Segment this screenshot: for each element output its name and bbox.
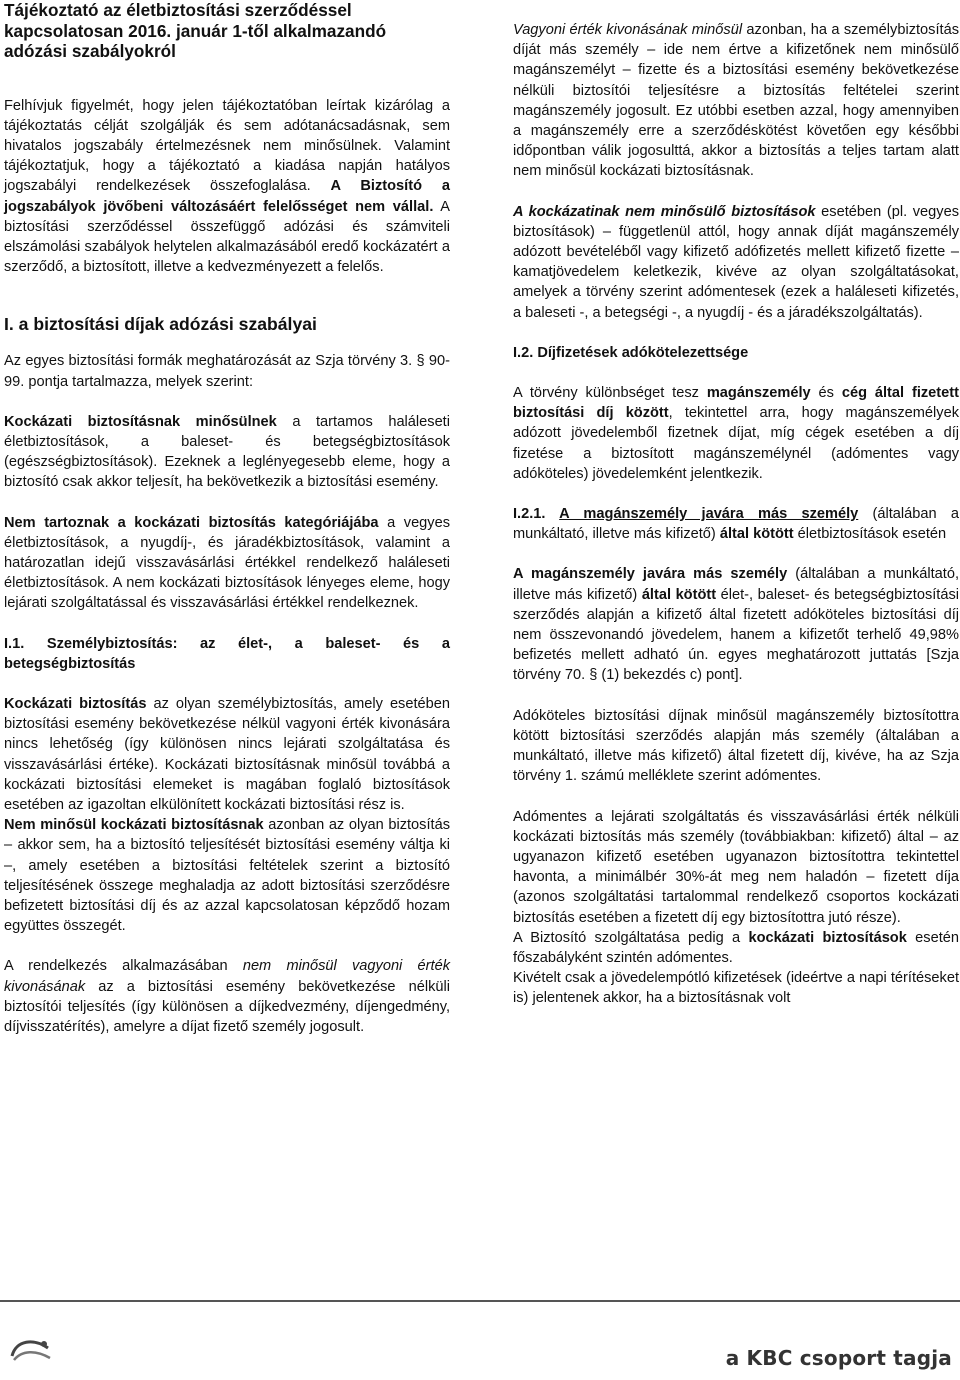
paragraph: Adómentes a lejárati szolgáltatás és visszavásárlási érték nélküli kockázati biztosítás más személy (továbbiakban: kifizető) által – az ugyanazon kifizető esetében ugyanazon biztosítottra tekintettel havonta, a minimálbér 30%-át meg nem haladón – fizetett díja (azonos szolgáltatási tartalommal rendelkező csoportos kockázati biztosítás esetében a fizetett díj egy biztosítottra jutó része).: [513, 808, 959, 926]
paragraph: Nem minősül kockázati biztosításnak azonban az olyan biztosítás – akkor sem, ha a biztosító teljesítését biztosítási esemény váltja ki –, amely esetében a biztosítási feltételek szerint a biztosító teljesítésének összege meghaladja az adott biztosítási szerződésre befizetett biztosítási díj és az azzal kapcsolatosan képződő hozam együttes összegét.: [4, 817, 450, 935]
title-line: Tájékoztató az életbiztosítási szerződéssel: [4, 0, 352, 20]
paragraph: A Biztosító szolgáltatása pedig a kockázati biztosítások esetén főszabályként szintén adómentes.: [513, 929, 959, 966]
right-column: [513, 0, 959, 1009]
section-heading-1-2-1: I.2.1. A magánszemély javára más személy (általában a munkáltató, illetve más kifizető) által kötött életbiztosítások esetén: [513, 506, 960, 543]
left-column: [4, 0, 450, 1037]
footer-brand-text: a KBC csoport tagja: [725, 1346, 952, 1370]
logo-mark: [4, 1330, 60, 1370]
paragraph: Kivételt csak a jövedelempótló kifizetések (ideértve a napi térítéseket is) jelentenek akkor, ha a biztosításnak volt: [513, 970, 959, 1007]
paragraph: A magánszemély javára más személy (általában a munkáltató, illetve más kifizető) által kötött élet-, baleset- és betegségbiztosítási szerződés alapján a kifizető által fizetett adóköteles biztosítási díj nem összevonandó jövedelem, hanem a kifizetőt terhelő 49,98% befizetés mellett adható ún. egyes meghatározott juttatás [Szja törvény 70. § (1) bekezdés c) pont].: [513, 566, 960, 684]
company-logo-icon: [4, 1330, 60, 1370]
title-line: kapcsolatosan 2016. január 1-től alkalmazandó: [4, 20, 387, 41]
paragraph: Kockázati biztosításnak minősülnek a tartamos haláleseti életbiztosítások, a baleset- és betegségbiztosítások (egészségbiztosítások). Ezeknek a leglényegesebb eleme, hogy a biztosító csak akkor teljesít, ha bekövetkezik a biztosítási esemény.: [4, 413, 450, 491]
section-heading-1-1: I.1. Személybiztosítás: az élet-, a baleset- és a betegségbiztosítás: [4, 635, 450, 672]
paragraph: Nem tartoznak a kockázati biztosítás kategóriájába a vegyes életbiztosítások, a nyugdíj-, és járadékbiztosítások, valamint a határozatlan idejű visszavásárlási értékkel rendelkező haláleseti életbiztosítások. A nem kockázati biztosítások lényeges eleme, hogy lejárati szolgáltatással és visszavásárlási értékkel rendelkeznek.: [4, 514, 451, 612]
paragraph: Kockázati biztosítás az olyan személybiztosítás, amely esetében biztosítási esemény bekövetkezése nélkül vagyoni érték kivonására nincs lehetőség (így különösen nincs lejárati szolgáltatása és visszavásárlási értéke). Kockázati biztosításnak minősül továbbá a kockázati biztosítási elemeket is magában foglaló biztosítások esetében az igazoltan elkülönített kockázati biztosítási rész is.: [4, 695, 450, 813]
title-line: adózási szabályokról: [4, 41, 176, 61]
paragraph: A törvény különbséget tesz magánszemély és cég által fizetett biztosítási díj között, tekintettel arra, hogy magánszemélyek adózott jövedelemből fizetnek díjat, míg cégek esetében a díj fizetése a biztosított magánszemélynél (adómentes vagy adóköteles) jövedelemként jelentkezik.: [513, 385, 960, 482]
disclaimer-paragraph: Felhívjuk figyelmét, hogy jelen tájékoztatóban leírtak kizárólag a tájékoztatás célját szolgálják és sem adótanácsadásnak, sem hivatalos jogszabály értelmezésnek nem minősülnek. Valamint tájékoztatjuk, hogy a tájékoztató a kiadása napján hatályos jogszabályi rendelkezések összefoglalása. A Biztosító a jogszabályok jövőbeni változásáért felelősséget nem vállal. A biztosítási szerződéssel összefüggő adózási és számviteli elszámolási szabályok helytelen alkalmazásából eredő kockázatért a szerződő, a biztosított, illetve a kedvezményezett a felelős.: [4, 97, 451, 276]
paragraph: Az egyes biztosítási formák meghatározását az Szja törvény 3. § 90-99. pontja tartalmazza, melyek szerint:: [4, 353, 450, 390]
section-heading-1-2: I.2. Díjfizetések adókötelezettsége: [513, 344, 749, 361]
paragraph: A kockázatinak nem minősülő biztosítások esetében (pl. vegyes biztosítások) – függetlenül attól, hogy annak díját magánszemély adózott bevételéből vagy kifizető adófizetés mellett kifizető fizette – kamatjövedelem keletkezik, kivéve az olyan szolgáltatásokat, amelyek a törvény szerint adómentesek (ezek a haláleseti kifizetés, a baleseti -, a betegségi -, a nyugdíj - és a járadékszolgáltatás).: [513, 203, 959, 321]
footer-divider: [0, 1300, 960, 1302]
section-heading-1: I. a biztosítási díjak adózási szabályai: [4, 314, 317, 335]
paragraph: A rendelkezés alkalmazásában nem minősül vagyoni érték kivonásának az a biztosítási esemény bekövetkezése nélküli biztosítói teljesítés (így különösen a díjkedvezmény, díjengedmény, díjvisszatérítés), amelyre a díjat fizető személy jogosult.: [4, 958, 450, 1036]
document-title: [4, 0, 450, 62]
paragraph: Vagyoni érték kivonásának minősül azonban, ha a személybiztosítás díját más személy – ide nem értve a kifizetőnek nem minősülő magánszemélyt – fizette és a biztosítási esemény bekövetkezése nélküli biztosítói teljesítésre a biztosítás feltételei szerint magánszemély jogosult. Ez utóbbi esetben azzal, hogy amennyiben a magánszemély erre a szerződéskötést követően egy későbbi időpontban válik jogosulttá, akkor a biztosítás a teljes tartam alatt nem minősül kockázati biztosításnak.: [513, 22, 959, 180]
paragraph: Adóköteles biztosítási díjnak minősül magánszemély biztosítottra kötött biztosítási szerződés alapján más személy (általában a munkáltató, illetve más kifizető) által fizetett díj, kivéve, ha az Szja törvény 1. számú melléklete szerint adómentes.: [513, 707, 959, 785]
